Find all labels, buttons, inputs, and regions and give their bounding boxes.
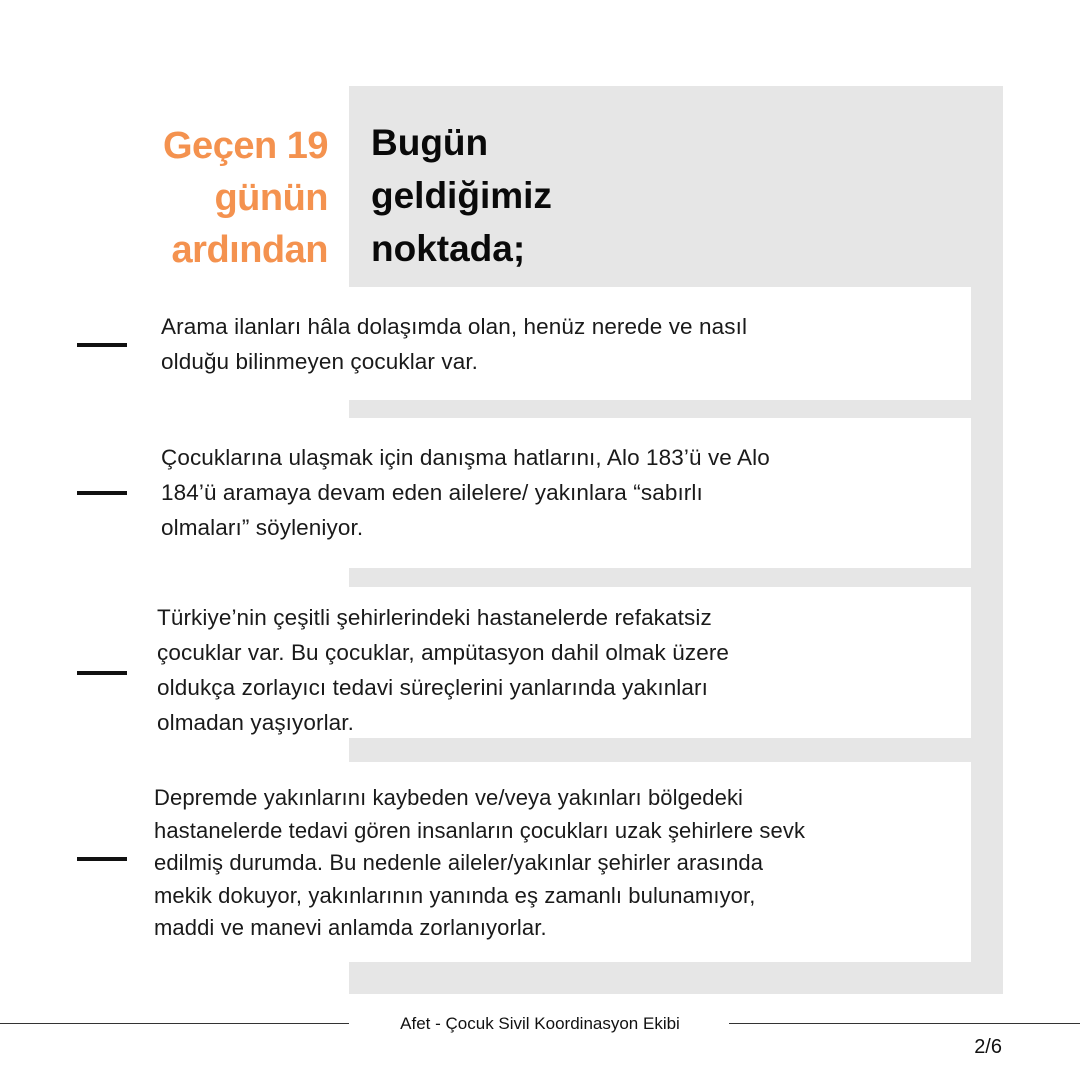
- section-heading: [371, 116, 671, 275]
- list-item-line: hastanelerde tedavi gören insanların çocukları uzak şehirlere sevk: [154, 817, 806, 843]
- dash-bullet: [77, 343, 127, 347]
- dash-bullet: [77, 857, 127, 861]
- dash-bullet: [77, 491, 127, 495]
- list-item-line: mekik dokuyor, yakınlarının yanında eş zamanlı bulunamıyor,: [154, 882, 756, 908]
- list-item-line: Arama ilanları hâla dolaşımda olan, henüz nerede ve nasıl: [161, 314, 748, 339]
- list-item-line: maddi ve manevi anlamda zorlanıyorlar.: [154, 915, 547, 940]
- list-item-line: olmadan yaşıyorlar.: [157, 710, 354, 735]
- list-item-text: [154, 782, 805, 945]
- list-item-line: 184’ü aramaya devam eden ailelere/ yakınlara “sabırlı: [161, 480, 703, 505]
- heading-line: geldiğimiz: [371, 175, 552, 216]
- list-item-line: Depremde yakınlarını kaybeden ve/veya yakınları bölgedeki: [154, 785, 744, 810]
- dash-bullet: [77, 671, 127, 675]
- list-item-line: olmaları” söyleniyor.: [161, 515, 364, 540]
- list-item-line: Türkiye’nin çeşitli şehirlerindeki hastanelerde refakatsiz: [157, 605, 712, 630]
- page-number: 2/6: [974, 1036, 1002, 1058]
- list-item-line: edilmiş durumda. Bu nedenle aileler/yakınlar şehirler arasında: [154, 850, 764, 875]
- lead-title-line: ardından: [171, 229, 328, 271]
- list-item-text: [161, 309, 747, 379]
- footer-divider-right: [729, 1023, 1080, 1024]
- lead-title: [68, 120, 328, 276]
- heading-line: noktada;: [371, 228, 526, 269]
- lead-title-line: Geçen 19: [163, 125, 328, 167]
- list-item-line: çocuklar var. Bu çocuklar, ampütasyon dahil olmak üzere: [157, 640, 730, 665]
- list-item-line: olduğu bilinmeyen çocuklar var.: [161, 349, 479, 374]
- list-item-line: oldukça zorlayıcı tedavi süreçlerini yanlarında yakınları: [157, 675, 708, 700]
- list-item-text: [161, 440, 770, 545]
- list-item-text: [157, 600, 729, 740]
- footer-organization: Afet - Çocuk Sivil Koordinasyon Ekibi: [400, 1014, 680, 1033]
- footer-divider-left: [0, 1023, 349, 1024]
- heading-line: Bugün: [371, 122, 489, 163]
- list-item-line: Çocuklarına ulaşmak için danışma hatlarını, Alo 183’ü ve Alo: [161, 445, 770, 470]
- lead-title-line: günün: [214, 177, 328, 219]
